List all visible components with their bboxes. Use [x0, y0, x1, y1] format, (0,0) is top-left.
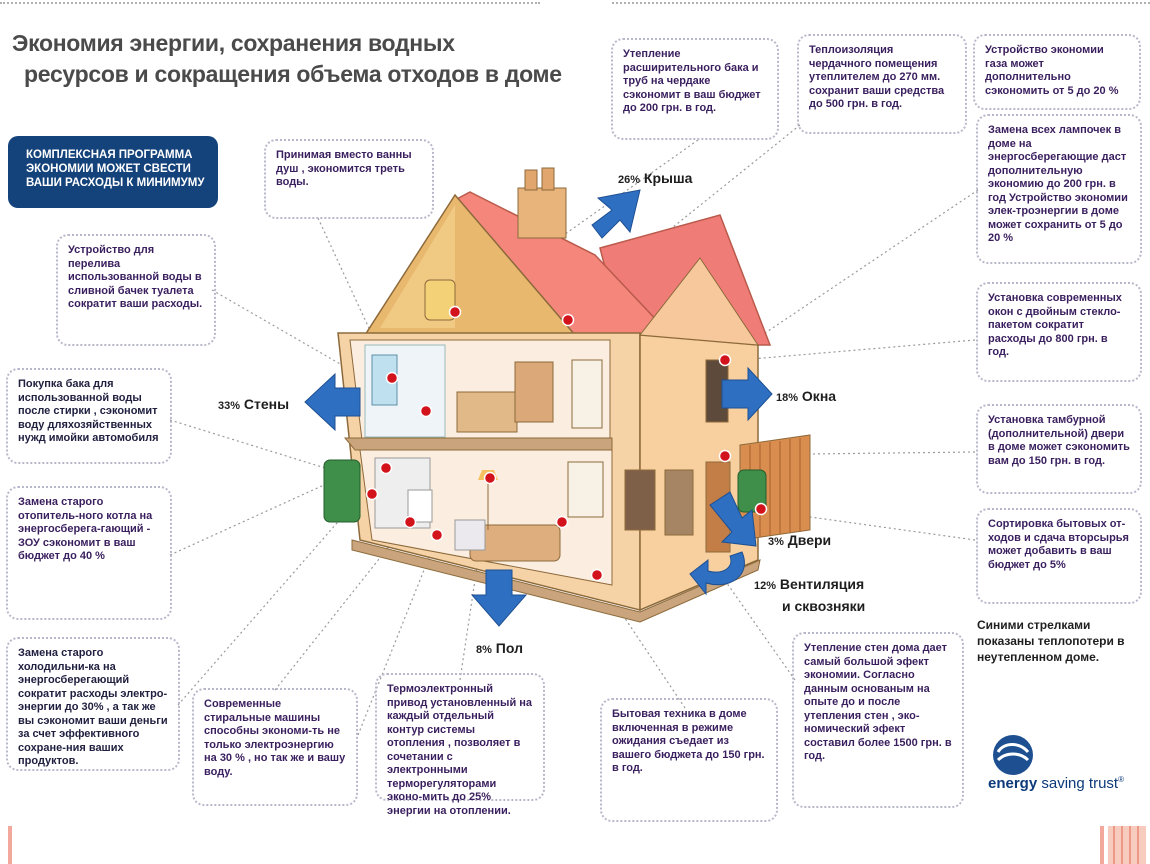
callout-water-tank: Покупка бака для использованной воды после стирки , сэкономит воду дляхозяйственных нужд имойки автомобиля — [6, 368, 172, 464]
callout-wall-insulation: Утепление стен дома дает самый большой эфект экономии. Согласно данным основаным на опыте до и после утепления стен , эко-номический эфект составил более 1500 грн. в год. — [792, 632, 964, 808]
callout-pipe-insulation: Утепление расширительного бака и труб на чердаке сэкономит в ваш бюджет до 200 грн. в год. — [611, 38, 779, 140]
callout-toilet-overflow: Устройство для перелива использованной воды в сливной бачек туалета сократит ваши расходы. — [56, 234, 216, 346]
callout-standby: Бытовая техника в доме включенная в режиме ожидания съедает из вашего бюджета до 150 грн. в год. — [600, 698, 778, 822]
callout-attic-insulation: Теплоизоляция чердачного помещения утеплителем до 270 мм. сохранит ваши средства до 500 грн. в год. — [797, 34, 967, 134]
program-banner: КОМПЛЕКСНАЯ ПРОГРАММА ЭКОНОМИИ МОЖЕТ СВЕСТИ ВАШИ РАСХОДЫ К МИНИМУМУ — [8, 136, 218, 208]
callout-washing-machine: Современные стиральные машины способны экономи-ть не только электроэнергию на 30 % , но так же и вашу воду. — [192, 688, 358, 806]
callout-door: Установка тамбурной (дополнительной) двери в доме может сэкономить вам до 150 грн. в год. — [976, 404, 1142, 494]
label-roof: 26% Крыша — [618, 170, 693, 186]
callout-waste-sorting: Сортировка бытовых от-ходов и сдача вторсырья может добавить в ваш бюджет до 5% — [976, 508, 1142, 604]
callout-windows: Установка современных окон с двойным стекло-пакетом сократит расходы до 800 грн. в год. — [976, 282, 1142, 382]
callout-lamps: Замена всех лампочек в доме на энергосберегающие даст дополнительную экономию до 200 грн. в год Устройство экономии элек-троэнергии в доме может сохранить от 5 до 20 % — [976, 114, 1142, 264]
label-windows: 18% Окна — [776, 388, 837, 404]
callout-boiler: Замена старого отопитель-ного котла на энергосберега-гающий - ЗОУ сэкономит в ваш бюджет до 40 % — [6, 486, 172, 620]
label-doors: 3% Двери — [768, 532, 832, 548]
callout-shower: Принимая вместо ванны душ , экономится треть воды. — [264, 139, 434, 219]
title-line-1: Экономия энергии, сохранения водных — [12, 30, 455, 56]
callout-fridge: Замена старого холодильни-ка на энергосберегающий сократит расходы электро-энергии до 30% , а так же вы сэкономит ваши деньги за счет эффективного сохране-ния ваших продуктов. — [6, 637, 180, 771]
callout-gas-saving: Устройство экономии газа может дополнительно сэкономить от 5 до 20 % — [973, 34, 1141, 110]
energy-saving-trust-logo-mark — [993, 735, 1033, 775]
callout-thermo-drive: Термоэлектронный привод установленный на каждый отдельный контур системы отопления , позволяет в сочетании с электронными терморегуляторами эконо-мить до 25% энергии на отоплении. — [375, 673, 545, 801]
title-line-2: ресурсов и сокращения объема отходов в доме — [24, 61, 562, 87]
legend-note: Синими стрелками показаны теплопотери в неутепленном доме. — [977, 618, 1125, 664]
label-floor: 8% Пол — [476, 640, 523, 656]
bottom-decoration — [8, 826, 1146, 864]
label-ventilation: 12% Вентиляция и сквозняки — [754, 576, 866, 614]
logo-text: energy saving trust® — [988, 775, 1124, 792]
label-walls: 33% Стены — [218, 396, 290, 412]
